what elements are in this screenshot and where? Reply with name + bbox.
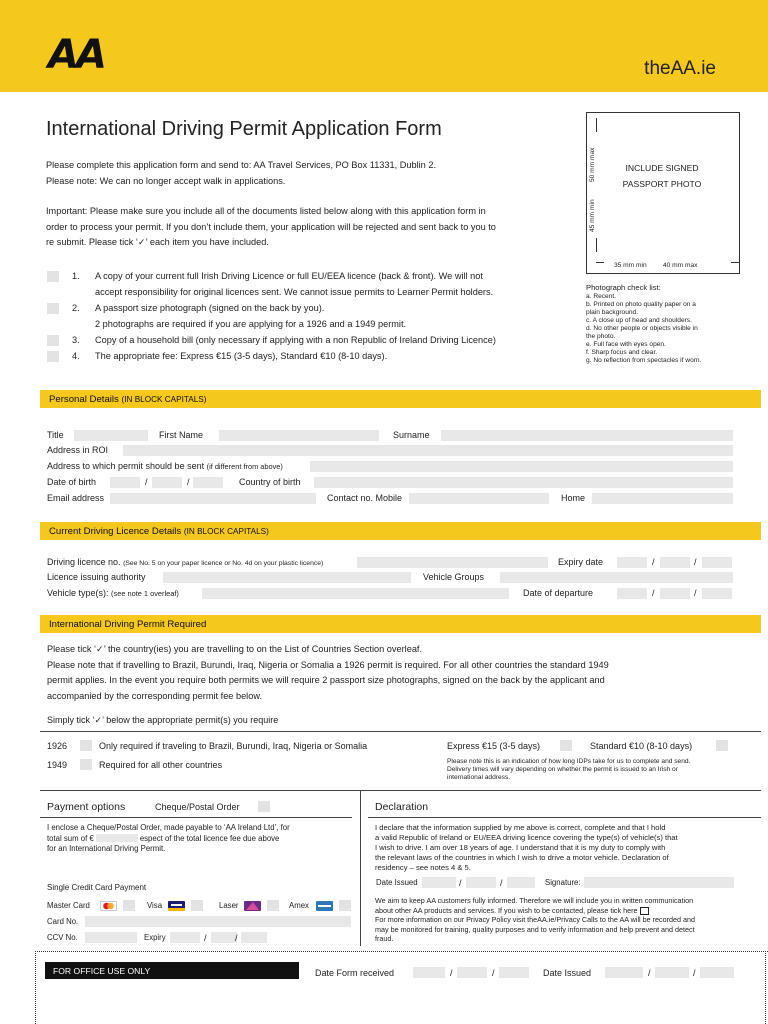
- idp-info-line: Please tick ‘✓’ the country(ies) you are travelling to on the List of Countries Section overleaf.: [47, 644, 423, 654]
- photo-check: c. A close up of head and shoulders.: [586, 317, 692, 324]
- form-title: International Driving Permit Application Form: [46, 118, 442, 140]
- aa-logo: AA: [48, 32, 104, 78]
- address-field[interactable]: [123, 445, 733, 456]
- photo-check: plain background.: [586, 309, 639, 316]
- mobile-field[interactable]: [409, 493, 549, 504]
- declaration-line: a valid Republic of Ireland or EU/EEA driving licence covering the type(s) of vehicle(s) that: [375, 833, 678, 842]
- mastercard-icon: [100, 901, 117, 911]
- office-date-issued-day[interactable]: [605, 967, 643, 978]
- declaration-date-month[interactable]: [466, 877, 496, 888]
- ccv-label: CCV No.: [47, 933, 78, 942]
- vehicle-types-label: [47, 588, 179, 598]
- photo-check: d. No other people or objects visible in: [586, 325, 698, 332]
- idp-info-line: permit applies. In the event you require both permits we will require 2 passport size photographs, signed on the back by the applicant and: [47, 675, 605, 685]
- cheque-text-part: espect of the total licence fee due above: [139, 833, 280, 843]
- laser-checkbox[interactable]: [267, 900, 279, 911]
- checklist-checkbox-4[interactable]: [47, 351, 59, 362]
- photo-height-max: 50 mm max: [589, 147, 596, 182]
- declaration-heading: Declaration: [375, 801, 429, 813]
- permit-1949-checkbox[interactable]: [80, 759, 92, 770]
- checklist-text: A passport size photograph (signed on the back by you).: [95, 303, 325, 313]
- address-label: Address in ROI: [47, 445, 109, 455]
- vehicle-types-field[interactable]: [202, 588, 509, 599]
- vehicle-types-note: (see note 1 overleaf): [111, 589, 179, 598]
- authority-field[interactable]: [163, 572, 411, 583]
- communications-line: We aim to keep AA customers fully informed. Therefore we will include you in written communication: [375, 896, 694, 905]
- date-slash: /: [693, 968, 696, 978]
- date-slash: /: [694, 557, 697, 567]
- idp-info: [47, 642, 747, 704]
- declaration-line: the relevant laws of the countries in which I wish to drive a motor vehicle. Declaration of: [375, 853, 669, 862]
- declaration-date-year[interactable]: [507, 877, 535, 888]
- important-line: re submit. Please tick ‘✓’ each item you have included.: [46, 237, 269, 247]
- passport-photo-box: [586, 112, 740, 274]
- section-title: Current Driving Licence Details: [49, 526, 182, 537]
- section-note: (IN BLOCK CAPITALS): [121, 395, 207, 404]
- intro-line: Please note: We can no longer accept walk in applications.: [46, 175, 286, 186]
- vehicle-groups-field[interactable]: [500, 572, 733, 583]
- office-border: [765, 951, 766, 1024]
- photo-height-min: 45 mm min: [589, 199, 596, 232]
- expiry-card-label: Expiry: [144, 933, 166, 942]
- column-divider: [360, 790, 361, 946]
- signature-label: Signature:: [545, 878, 581, 887]
- checklist-num: 4.: [72, 351, 80, 361]
- section-note: (IN BLOCK CAPITALS): [183, 527, 269, 536]
- photo-check: b. Printed on photo quality paper on a: [586, 301, 696, 308]
- section-licence-details: [40, 522, 761, 540]
- signature-field[interactable]: [584, 877, 734, 888]
- office-border: [35, 951, 36, 1024]
- permit-1926-checkbox[interactable]: [80, 740, 92, 751]
- cheque-text-part: total sum of €: [47, 833, 94, 843]
- amex-icon: [316, 901, 333, 911]
- surname-label: Surname: [393, 430, 430, 440]
- amex-label: Amex: [289, 901, 309, 910]
- photo-dim-line: [731, 262, 739, 263]
- permit-tick-instruction: Simply tick ‘✓’ below the appropriate permit(s) you require: [47, 715, 279, 725]
- declaration-date-day[interactable]: [422, 877, 456, 888]
- date-slash: /: [145, 477, 148, 487]
- delivery-note-line: Please note this is an indication of how long IDPs take for us to complete and send.: [447, 758, 691, 765]
- visa-label: Visa: [147, 901, 163, 910]
- date-received-year[interactable]: [499, 967, 529, 978]
- permit-1926-desc: Only required if traveling to Brazil, Burundi, Iraq, Nigeria or Somalia: [99, 741, 368, 751]
- photo-width-max: 40 mm max: [663, 262, 698, 269]
- site-url: theAA.ie: [644, 58, 716, 79]
- divider: [40, 790, 761, 791]
- laser-icon: [244, 901, 261, 911]
- licence-no-field[interactable]: [357, 557, 548, 568]
- communications-line: [375, 906, 760, 916]
- date-slash: /: [187, 477, 190, 487]
- permit-address-field[interactable]: [310, 461, 733, 472]
- date-slash: /: [652, 588, 655, 598]
- checklist-num: 1.: [72, 271, 80, 281]
- cheque-text-line: I enclose a Cheque/Postal Order, made payable to ‘AA Ireland Ltd’, for: [47, 823, 290, 832]
- expiry-day-field[interactable]: [617, 557, 647, 568]
- divider: [40, 731, 761, 732]
- intro-line: Please complete this application form and send to: AA Travel Services, PO Box 11331, Dublin 2.: [46, 160, 436, 170]
- date-slash: /: [235, 933, 238, 943]
- photo-instruction: [604, 160, 720, 192]
- important-line: order to process your permit. If you don’t include them, your application will be rejected and sent back to you to: [46, 221, 496, 232]
- checklist-text: A copy of your current full Irish Driving Licence or full EU/EEA licence (back & front). We will not: [95, 271, 483, 281]
- first-name-label: First Name: [159, 430, 204, 440]
- section-personal-details: [40, 390, 761, 408]
- payment-heading: Payment options: [47, 801, 126, 813]
- vehicle-types-text: Vehicle type(s):: [47, 588, 109, 598]
- checklist-item-3: Copy of a household bill (only necessary if applying with a non Republic of Ireland Driving Licence): [95, 335, 496, 345]
- declaration-line: residency – see notes 4 & 5.: [375, 863, 471, 872]
- standard-checkbox[interactable]: [716, 740, 728, 751]
- permit-address-text: Address to which permit should be sent: [47, 461, 205, 471]
- date-slash: /: [648, 968, 651, 978]
- date-slash: /: [500, 878, 503, 888]
- divider: [40, 817, 352, 818]
- expiry-month-field[interactable]: [660, 557, 690, 568]
- visa-checkbox[interactable]: [191, 900, 203, 911]
- photo-instruction-line: INCLUDE SIGNED: [625, 163, 699, 173]
- photo-width-min: 35 mm min: [614, 262, 647, 269]
- office-date-issued-label: Date Issued: [543, 968, 592, 978]
- visa-icon: [168, 901, 185, 911]
- contact-opt-in-checkbox[interactable]: [640, 907, 649, 915]
- delivery-note: [447, 758, 747, 782]
- dob-year-field[interactable]: [193, 477, 223, 488]
- photo-check: f. Sharp focus and clear.: [586, 349, 658, 356]
- checklist-num: 2.: [72, 303, 80, 313]
- date-slash: /: [459, 878, 462, 888]
- surname-field[interactable]: [441, 430, 733, 441]
- ccv-field[interactable]: [85, 932, 137, 943]
- mastercard-checkbox[interactable]: [123, 900, 135, 911]
- delivery-note-line: Delivery times will vary depending on whether the permit is issued to an Irish or: [447, 766, 678, 773]
- express-checkbox[interactable]: [560, 740, 572, 751]
- expiry-year-field[interactable]: [702, 557, 732, 568]
- express-label: Express €15 (3-5 days): [447, 741, 541, 751]
- cheque-text: [47, 823, 352, 855]
- email-label: Email address: [47, 493, 105, 503]
- licence-no-note: (See No. 5 on your paper licence or No. 4d on your plastic licence): [123, 560, 324, 567]
- departure-year-field[interactable]: [702, 588, 732, 599]
- photo-checklist-title: Photograph check list:: [586, 283, 661, 292]
- photo-dim-line: [596, 118, 597, 132]
- checklist-checkbox-3[interactable]: [47, 335, 59, 346]
- communications-text: [375, 896, 760, 944]
- photo-instruction-line: PASSPORT PHOTO: [622, 179, 702, 189]
- communications-line: For more information on our Privacy Policy visit theAA.ie/Privacy Calls to the AA will be recorded and: [375, 915, 695, 925]
- title-field[interactable]: [74, 430, 148, 441]
- section-title: Personal Details: [49, 394, 119, 405]
- expiry-label: Expiry date: [558, 557, 604, 567]
- idp-info-line: accompanied by the corresponding permit fee below.: [47, 690, 263, 701]
- permit-1949-label: 1949: [47, 760, 68, 770]
- licence-no-label: [47, 557, 323, 567]
- permit-address-label: [47, 461, 283, 471]
- photo-checklist: [586, 283, 746, 365]
- office-use-label: FOR OFFICE USE ONLY: [45, 962, 299, 979]
- home-field[interactable]: [592, 493, 733, 504]
- intro-text: [46, 158, 566, 251]
- amex-checkbox[interactable]: [339, 900, 351, 911]
- home-label: Home: [561, 493, 586, 503]
- card-expiry-mid-field[interactable]: [211, 932, 237, 943]
- communications-line: may be monitored for training, quality purposes and to verify information and help prevent and detect: [375, 924, 695, 934]
- cheque-checkbox[interactable]: [258, 801, 270, 812]
- date-slash: /: [204, 933, 207, 943]
- vehicle-groups-label: Vehicle Groups: [423, 572, 485, 582]
- checklist-num: 3.: [72, 335, 80, 345]
- dob-label: Date of birth: [47, 477, 97, 487]
- date-slash: /: [652, 557, 655, 567]
- laser-label: Laser: [219, 901, 239, 910]
- checklist-checkbox-2[interactable]: [47, 303, 59, 314]
- communications-line: fraud.: [375, 934, 394, 944]
- licence-no-text: Driving licence no.: [47, 557, 121, 567]
- checklist-checkbox-1[interactable]: [47, 271, 59, 282]
- checklist-item-1: [95, 269, 565, 300]
- checklist-text: accept responsibility for original licences sent. We cannot issue permits to Learner Permit holders.: [95, 286, 494, 297]
- permit-1949-desc: Required for all other countries: [99, 760, 223, 770]
- country-field[interactable]: [314, 477, 733, 488]
- card-expiry-month-field[interactable]: [170, 932, 200, 943]
- date-received-day[interactable]: [413, 967, 445, 978]
- declaration-text: [375, 823, 760, 873]
- communications-text-part: about other AA products and services. If you wish to be contacted, please tick here: [375, 905, 638, 915]
- card-payment-label: Single Credit Card Payment: [47, 883, 147, 892]
- departure-day-field[interactable]: [617, 588, 647, 599]
- photo-check: a. Recent.: [586, 293, 617, 300]
- checklist-text: 2 photographs are required if you are applying for a 1926 and a 1949 permit.: [95, 318, 407, 329]
- cheque-label: Cheque/Postal Order: [155, 802, 240, 812]
- cheque-text-line: for an International Driving Permit.: [47, 844, 166, 853]
- photo-check: e. Full face with eyes open.: [586, 341, 666, 348]
- permit-1926-label: 1926: [47, 741, 68, 751]
- photo-dim-line: [596, 238, 597, 252]
- title-label: Title: [47, 430, 64, 440]
- departure-label: Date of departure: [523, 588, 594, 598]
- declaration-line: I declare that the information supplied by me above is correct, complete and that I hold: [375, 823, 666, 832]
- dob-month-field[interactable]: [152, 477, 182, 488]
- dob-day-field[interactable]: [110, 477, 140, 488]
- checklist-item-4: The appropriate fee: Express €15 (3-5 days), Standard €10 (8-10 days).: [95, 351, 388, 361]
- declaration-line: I wish to drive. I am over 18 years of age. I understand that it is my duty to comply with: [375, 843, 666, 852]
- departure-month-field[interactable]: [660, 588, 690, 599]
- card-no-field[interactable]: [85, 916, 351, 927]
- delivery-note-line: international address.: [447, 774, 511, 781]
- country-label: Country of birth: [239, 477, 301, 487]
- date-received-label: Date Form received: [315, 968, 395, 978]
- date-slash: /: [694, 588, 697, 598]
- mobile-label: Contact no. Mobile: [327, 493, 403, 503]
- permit-address-note: (if different from above): [206, 462, 283, 471]
- declaration-date-label: Date Issued: [376, 878, 418, 887]
- date-slash: /: [450, 968, 453, 978]
- cheque-text-line: [47, 834, 352, 845]
- section-idp-required: [40, 615, 761, 633]
- important-line: Important: Please make sure you include all of the documents listed below along with this application form in: [46, 206, 486, 216]
- photo-check: g. No reflection from spectacles if worn.: [586, 357, 702, 364]
- section-title: International Driving Permit Required: [49, 619, 207, 630]
- standard-label: Standard €10 (8-10 days): [590, 741, 693, 751]
- cheque-amount-field[interactable]: [96, 834, 138, 842]
- office-date-issued-month[interactable]: [655, 967, 689, 978]
- photo-dim-line: [596, 262, 604, 263]
- date-received-month[interactable]: [457, 967, 487, 978]
- first-name-field[interactable]: [219, 430, 379, 441]
- mastercard-label: Master Card: [47, 901, 90, 910]
- photo-check: the photo.: [586, 333, 616, 340]
- email-field[interactable]: [110, 493, 316, 504]
- authority-label: Licence issuing authority: [47, 572, 146, 582]
- card-expiry-year-field[interactable]: [241, 932, 267, 943]
- idp-info-line: Please note that if travelling to Brazil, Burundi, Iraq, Nigeria or Somalia a 1926 permit is required. For all other countries the standard 1949: [47, 659, 609, 670]
- checklist-item-2: [95, 301, 565, 332]
- card-no-label: Card No.: [47, 917, 79, 926]
- office-date-issued-year[interactable]: [700, 967, 734, 978]
- office-border: [35, 951, 768, 952]
- date-slash: /: [492, 968, 495, 978]
- divider: [368, 817, 761, 818]
